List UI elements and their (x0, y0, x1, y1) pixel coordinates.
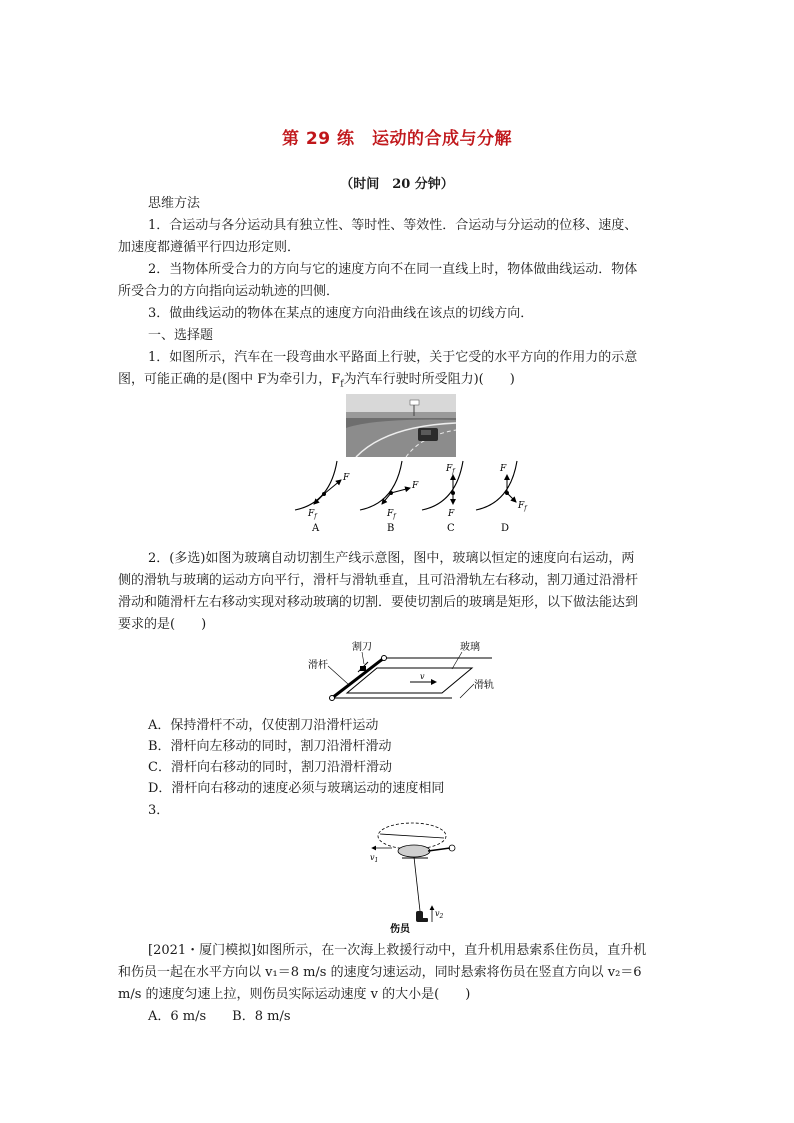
svg-text:伤员: 伤员 (390, 924, 410, 935)
svg-text:割刀: 割刀 (352, 642, 372, 653)
question-2-line: 滑动和随滑杆左右移动实现对移动玻璃的切割．要使切割后的玻璃是矩形，以下做法能达到 (118, 595, 639, 610)
svg-text:v1: $v_1$ (370, 853, 379, 864)
svg-text:F: F (500, 464, 507, 474)
force-diagrams-abcd (290, 458, 540, 536)
svg-text:F: F (412, 481, 419, 491)
svg-text:Ff: $F_f$ (308, 509, 317, 520)
method-line: 3．做曲线运动的物体在某点的速度方向沿曲线在该点的切线方向． (148, 306, 534, 321)
question-3-line: 和伤员一起在水平方向以 v₁＝8 m/s 的速度匀速运动，同时悬索将伤员在竖直方向以 v₂＝6 (118, 965, 642, 980)
svg-text:Ff: $F_f$ (518, 501, 527, 512)
method-line: 1．合运动与各分运动具有独立性、等时性、等效性．合运动与分运动的位移、速度、 (148, 218, 638, 233)
svg-text:Ff: $F_f$ (446, 464, 455, 475)
question-3-number: 3． (148, 803, 170, 818)
option-b: B．滑杆向左移动的同时，割刀沿滑杆滑动 (148, 739, 392, 754)
diagram-c (422, 461, 463, 534)
question-3-line: [2021・厦门模拟]如图所示，在一次海上救援行动中，直升机用悬索系住伤员，直升机 (148, 943, 647, 958)
time-limit: （时间 20 分钟） (340, 177, 454, 192)
svg-text:C: C (447, 523, 455, 534)
page-title: 第 29 练 运动的合成与分解 (282, 129, 512, 149)
question-1-line: 图，可能正确的是(图中 F为牵引力，$F_f$为汽车行驶时所受阻力)( ) (118, 372, 515, 390)
svg-text:F: F (448, 509, 455, 519)
svg-text:v2: $v_2$ (435, 909, 444, 920)
svg-text:B: B (387, 523, 395, 534)
svg-text:A: A (312, 523, 320, 534)
car-on-road-photo (346, 394, 456, 457)
svg-text:Ff: $F_f$ (387, 509, 396, 520)
method-line: 所受合力的方向指向运动轨迹的凹侧． (118, 284, 340, 299)
helicopter-rescue-diagram (362, 818, 474, 936)
svg-text:滑轨: 滑轨 (474, 680, 494, 691)
diagram-b (360, 461, 419, 534)
svg-text:D: D (501, 523, 510, 534)
option-c: C．滑杆向右移动的同时，割刀沿滑杆滑动 (148, 760, 392, 775)
question-1-line: 1．如图所示，汽车在一段弯曲水平路面上行驶，关于它受的水平方向的作用力的示意 (148, 350, 638, 365)
section-heading: 一、选择题 (148, 328, 214, 343)
svg-text:滑杆: 滑杆 (308, 660, 328, 671)
question-2-line: 要求的是( ) (118, 617, 207, 632)
svg-text:F: F (343, 473, 350, 483)
question-3-line: m/s 的速度匀速上拉，则伤员实际运动速度 v 的大小是( ) (118, 987, 471, 1002)
question-2-line: 侧的滑轨与玻璃的运动方向平行，滑杆与滑轨垂直，且可沿滑轨左右移动，割刀通过沿滑杆 (118, 573, 639, 588)
option-d: D．滑杆向右移动的速度必须与玻璃运动的速度相同 (148, 781, 445, 796)
method-line: 2．当物体所受合力的方向与它的速度方向不在同一直线上时，物体做曲线运动．物体 (148, 262, 638, 277)
question-2-line: 2．(多选)如图为玻璃自动切割生产线示意图，图中，玻璃以恒定的速度向右运动，两 (148, 551, 635, 566)
diagram-d (476, 461, 528, 534)
svg-text:v: v (420, 672, 425, 681)
option-a: A．保持滑杆不动，仅使割刀沿滑杆运动 (148, 718, 379, 733)
glass-cutting-diagram (302, 638, 522, 710)
diagram-a (295, 461, 350, 534)
method-line: 加速度都遵循平行四边形定则． (118, 240, 301, 255)
method-heading: 思维方法 (148, 196, 201, 211)
question-3-options: A．6 m/s B．8 m/s (148, 1009, 291, 1024)
svg-text:玻璃: 玻璃 (460, 642, 480, 653)
